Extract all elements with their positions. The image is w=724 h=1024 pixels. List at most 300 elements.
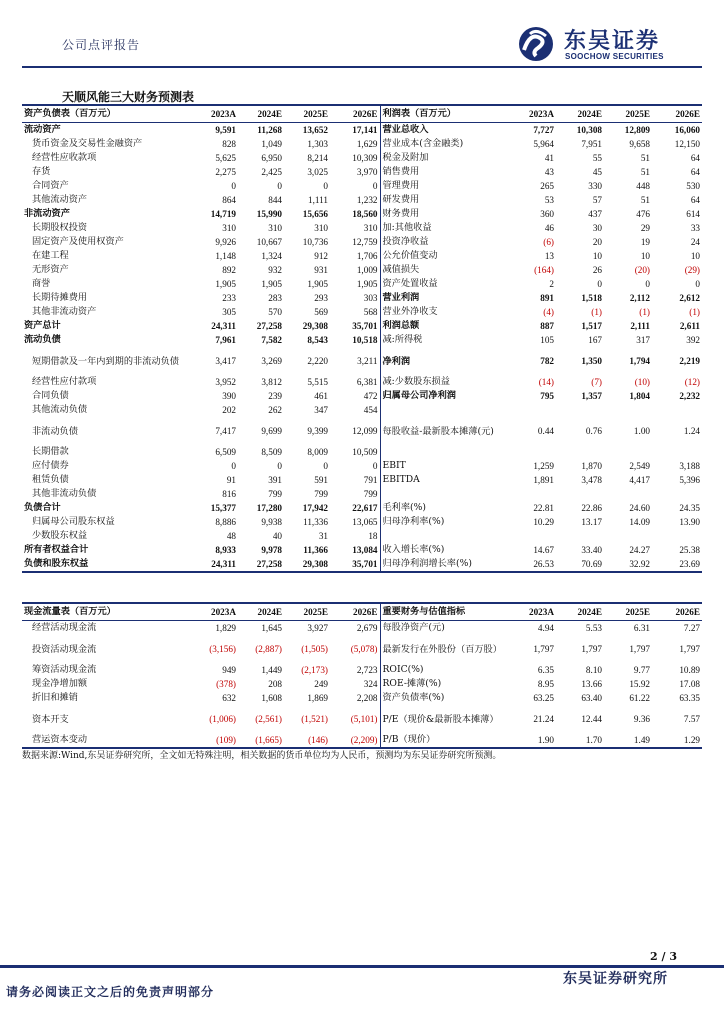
row-label xyxy=(380,403,506,417)
row-value: (2,173) xyxy=(301,665,328,675)
year-header: 2026E xyxy=(330,105,380,123)
row-value: 1,706 xyxy=(356,251,378,261)
row-value: 891 xyxy=(540,293,554,303)
row-value: 949 xyxy=(222,665,236,675)
row-value: 10,667 xyxy=(256,237,282,247)
row-value: 19 xyxy=(640,237,650,247)
year-header: 2023A xyxy=(190,105,238,123)
table-row xyxy=(22,151,702,165)
row-value: 12,099 xyxy=(352,425,378,436)
row-label: 加:其他收益 xyxy=(380,221,506,235)
row-value: 51 xyxy=(640,167,650,177)
row-value: 476 xyxy=(636,209,650,219)
row-value: 91 xyxy=(226,475,236,485)
row-value: 5,625 xyxy=(215,153,236,163)
year-header: 2024E xyxy=(556,603,604,621)
row-value: 13 xyxy=(544,251,554,261)
row-value: 5,515 xyxy=(307,377,328,387)
row-label xyxy=(380,529,506,543)
row-value: 614 xyxy=(686,209,700,219)
row-value: 10.29 xyxy=(533,517,554,527)
row-value: 1,891 xyxy=(533,475,554,485)
row-value: 1.90 xyxy=(506,733,556,748)
logo-text-cn: 东吴证券 xyxy=(564,29,661,54)
row-label: 资产负债率(%) xyxy=(380,691,506,705)
row-value: 48 xyxy=(226,531,236,541)
row-label: 长期借款 xyxy=(32,446,69,457)
row-value xyxy=(556,445,604,459)
table-row xyxy=(22,319,702,333)
row-value: 12,150 xyxy=(674,139,700,149)
row-value: 2,611 xyxy=(679,321,700,331)
row-value: 9.36 xyxy=(633,713,650,724)
row-value xyxy=(652,487,702,501)
year-header: 2026E xyxy=(652,603,702,621)
row-value: 8,933 xyxy=(215,545,236,555)
row-value: 1,350 xyxy=(581,355,602,366)
section-heading: 重要财务与估值指标 xyxy=(380,603,506,621)
table-row xyxy=(22,165,702,179)
row-value: 454 xyxy=(363,405,378,415)
row-label: 归母净利润增长率(%) xyxy=(380,557,506,572)
table-row xyxy=(22,333,702,347)
row-value xyxy=(506,403,556,417)
row-value: 931 xyxy=(314,265,328,275)
row-value: 18,560 xyxy=(352,209,378,219)
row-value: 303 xyxy=(363,293,378,303)
row-value: 632 xyxy=(222,693,236,703)
row-value: 33.40 xyxy=(581,545,602,555)
row-value: 2,679 xyxy=(356,623,378,633)
row-value: 5,396 xyxy=(679,475,700,485)
row-value: 283 xyxy=(268,293,282,303)
table-row xyxy=(22,123,702,138)
row-value: 1,517 xyxy=(581,321,602,331)
row-label: 租赁负债 xyxy=(32,474,69,485)
table-row xyxy=(22,179,702,193)
row-value xyxy=(604,403,652,417)
table-row xyxy=(22,235,702,249)
section-heading: 现金流量表（百万元） xyxy=(22,603,190,621)
row-value: 310 xyxy=(268,223,282,233)
row-value: 7,582 xyxy=(261,335,282,345)
row-value: 864 xyxy=(222,195,236,205)
row-label: ROE-摊薄(%) xyxy=(380,677,506,691)
row-value: 21.24 xyxy=(533,713,554,724)
row-value: 25.38 xyxy=(679,545,700,555)
row-value: 262 xyxy=(268,405,282,415)
source-note: 数据来源:Wind,东吴证券研究所，全文如无特殊注明，相关数据的货币单位均为人民币，预测均为东吴证券研究所预测。 xyxy=(22,751,502,761)
row-value: 239 xyxy=(268,391,282,401)
row-label: 毛利率(%) xyxy=(380,501,506,515)
soochow-logo-icon xyxy=(516,26,556,62)
row-value: (1,006) xyxy=(209,713,236,724)
row-value: 1,608 xyxy=(261,693,282,703)
row-value: 7,727 xyxy=(533,125,554,135)
row-value: 2,723 xyxy=(356,665,378,675)
row-value: 14,719 xyxy=(210,209,236,219)
row-label: 折旧和摊销 xyxy=(32,692,78,703)
table-row xyxy=(22,677,702,691)
row-label: 归属母公司净利润 xyxy=(380,389,506,403)
row-value: (378) xyxy=(216,679,236,689)
row-value: (14) xyxy=(538,377,554,387)
row-value: 51 xyxy=(640,195,650,205)
row-value: 7.27 xyxy=(683,623,700,633)
row-value: 29,308 xyxy=(302,321,328,331)
row-value: 29 xyxy=(640,223,650,233)
row-value: 13.17 xyxy=(581,517,602,527)
row-value: 9.77 xyxy=(633,665,650,675)
row-value: 1,794 xyxy=(629,355,650,366)
row-value: 3,812 xyxy=(261,377,282,387)
row-value: 63.35 xyxy=(679,693,700,703)
row-value: 828 xyxy=(222,139,236,149)
row-label: 资产总计 xyxy=(24,320,61,331)
row-value: 1,148 xyxy=(215,251,236,261)
row-value: 64 xyxy=(690,153,700,163)
row-value: 799 xyxy=(314,489,328,499)
row-value: 22,617 xyxy=(352,503,378,513)
row-value: 347 xyxy=(314,405,328,415)
row-value: 799 xyxy=(363,489,378,499)
row-value: (5,078) xyxy=(350,643,378,654)
table-row xyxy=(22,487,702,501)
row-value: 1,049 xyxy=(261,139,282,149)
row-value: 310 xyxy=(363,223,378,233)
row-label: 销售费用 xyxy=(380,165,506,179)
row-value: 4.94 xyxy=(537,623,554,633)
row-value: 70.69 xyxy=(556,557,604,572)
row-value: 11,268 xyxy=(257,125,282,135)
table-header-row xyxy=(22,603,702,621)
row-value: 791 xyxy=(363,475,378,485)
row-value: 0 xyxy=(323,181,328,191)
row-value: 63.25 xyxy=(533,693,554,703)
table-row xyxy=(22,291,702,305)
row-label: 负债合计 xyxy=(24,502,61,513)
table-row xyxy=(22,403,702,417)
row-value: 8,509 xyxy=(261,447,282,457)
row-value: 8,886 xyxy=(215,517,236,527)
row-value: 6,950 xyxy=(261,153,282,163)
row-label: 最新发行在外股份（百万股） xyxy=(380,635,506,663)
row-value: (4) xyxy=(543,307,554,317)
row-label: 货币资金及交易性金融资产 xyxy=(32,138,143,149)
row-value: 13,084 xyxy=(352,545,378,555)
table-row xyxy=(22,347,702,375)
row-label: 营业利润 xyxy=(380,291,506,305)
row-value: 3,952 xyxy=(215,377,236,387)
row-value: 10,509 xyxy=(352,447,378,457)
row-label: 资本开支 xyxy=(32,713,69,725)
row-value: 12.44 xyxy=(581,713,602,724)
row-label: 长期待摊费用 xyxy=(32,292,88,303)
row-value xyxy=(506,529,556,543)
row-value xyxy=(604,487,652,501)
row-value: 1,009 xyxy=(356,265,378,275)
row-value: 10,308 xyxy=(576,125,602,135)
row-value: 15.92 xyxy=(629,679,650,689)
row-value: 1,357 xyxy=(581,391,602,401)
row-value: 437 xyxy=(588,209,602,219)
row-value: 2,220 xyxy=(307,355,328,366)
row-value: 9,658 xyxy=(629,139,650,149)
row-label: 筹资活动现金流 xyxy=(32,664,97,675)
row-value: 448 xyxy=(636,181,650,191)
row-label: 减:所得税 xyxy=(380,333,506,347)
row-value: 1,645 xyxy=(261,623,282,633)
row-value: (5,101) xyxy=(350,713,378,724)
row-value: 16,060 xyxy=(674,125,700,135)
row-value: 0 xyxy=(372,461,378,471)
row-value: 293 xyxy=(314,293,328,303)
row-value xyxy=(556,529,604,543)
row-label: 每股净资产(元) xyxy=(380,621,506,636)
row-value: 887 xyxy=(540,321,554,331)
row-value: 2 xyxy=(549,279,554,289)
year-header: 2025E xyxy=(284,105,330,123)
row-value: 46 xyxy=(544,223,554,233)
year-header: 2025E xyxy=(284,603,330,621)
row-value: 12,809 xyxy=(624,125,650,135)
row-value: 1,797 xyxy=(629,643,650,654)
row-value: 1,797 xyxy=(679,643,700,654)
footer-institute: 东吴证券研究所 xyxy=(563,971,668,987)
row-label: 少数股东权益 xyxy=(32,530,88,541)
row-value: 1,324 xyxy=(261,251,282,261)
row-value: 392 xyxy=(686,335,700,345)
section-heading: 利润表（百万元） xyxy=(380,105,506,123)
row-value: 0 xyxy=(277,181,282,191)
row-value xyxy=(604,529,652,543)
row-label: 投资净收益 xyxy=(380,235,506,249)
row-label: 每股收益-最新股本摊薄(元) xyxy=(380,417,506,445)
row-value: 10,518 xyxy=(352,335,378,345)
row-value: 8.10 xyxy=(585,665,602,675)
row-value: 5,964 xyxy=(533,139,554,149)
row-value xyxy=(506,487,556,501)
row-value: 0 xyxy=(277,461,282,471)
table-row xyxy=(22,529,702,543)
table-row xyxy=(22,543,702,557)
row-value: 2,219 xyxy=(679,355,700,366)
row-value: 14.09 xyxy=(629,517,650,527)
row-value: 17,141 xyxy=(352,125,378,135)
row-value: 12,759 xyxy=(352,237,378,247)
section-heading: 资产负债表（百万元） xyxy=(22,105,190,123)
row-value: (2,209) xyxy=(330,733,380,748)
row-value: 13.90 xyxy=(679,517,700,527)
row-value: 61.22 xyxy=(629,693,650,703)
row-label: 研发费用 xyxy=(380,193,506,207)
row-value xyxy=(556,487,604,501)
row-label: EBITDA xyxy=(380,473,506,487)
row-value: 167 xyxy=(588,335,602,345)
row-label: 其他非流动负债 xyxy=(32,488,97,499)
row-value: 360 xyxy=(540,209,554,219)
row-value xyxy=(604,445,652,459)
row-value: 10 xyxy=(592,251,602,261)
row-value: 3,478 xyxy=(581,475,602,485)
table-row xyxy=(22,635,702,663)
row-label: 营业总收入 xyxy=(380,123,506,138)
row-value: 310 xyxy=(222,223,236,233)
row-value: 3,188 xyxy=(679,461,700,471)
report-type-label: 公司点评报告 xyxy=(62,38,141,52)
row-label: P/B（现价） xyxy=(380,733,506,748)
row-label: 收入增长率(%) xyxy=(380,543,506,557)
row-value: 40 xyxy=(272,531,282,541)
row-value: 6.31 xyxy=(633,623,650,633)
row-value: 0.44 xyxy=(537,425,554,436)
page-number: 2 / 3 xyxy=(650,950,677,963)
table-row xyxy=(22,705,702,733)
table-row xyxy=(22,459,702,473)
row-value: 11,366 xyxy=(303,545,328,555)
table-row xyxy=(22,445,702,459)
row-value: 1.70 xyxy=(556,733,604,748)
row-label: 净利润 xyxy=(380,347,506,375)
row-value: 1,905 xyxy=(356,279,378,289)
row-value: 1.00 xyxy=(633,425,650,436)
table-row xyxy=(22,207,702,221)
row-label: 营业成本(含金融类) xyxy=(380,137,506,151)
row-value: 17,280 xyxy=(256,503,282,513)
row-value: 8,214 xyxy=(307,153,328,163)
table-row xyxy=(22,375,702,389)
row-value: 22.86 xyxy=(581,503,602,513)
row-value: 17.08 xyxy=(679,679,700,689)
row-value: 1,518 xyxy=(581,293,602,303)
row-value: 1,449 xyxy=(261,665,282,675)
row-label: 其他非流动资产 xyxy=(32,306,97,317)
year-header: 2024E xyxy=(238,603,284,621)
row-value: 1.49 xyxy=(604,733,652,748)
row-value: (6) xyxy=(543,237,554,247)
row-value: 3,211 xyxy=(357,355,378,366)
row-label: 其他流动资产 xyxy=(32,194,88,205)
year-header: 2026E xyxy=(652,105,702,123)
row-value: 570 xyxy=(268,307,282,317)
year-header: 2024E xyxy=(556,105,604,123)
row-value: 2,208 xyxy=(356,693,378,703)
row-value: (2,887) xyxy=(255,643,282,654)
row-value: 8,009 xyxy=(307,447,328,457)
row-label: 固定资产及使用权资产 xyxy=(32,236,124,247)
row-value: (2,561) xyxy=(255,713,282,724)
row-value: 15,377 xyxy=(210,503,236,513)
row-value: 9,591 xyxy=(215,125,236,135)
row-label: 商誉 xyxy=(32,278,51,289)
row-value: 3,970 xyxy=(356,167,378,177)
row-value: 55 xyxy=(592,153,602,163)
row-value: 208 xyxy=(268,679,282,689)
row-value: 13.66 xyxy=(581,679,602,689)
row-value: 9,926 xyxy=(215,237,236,247)
row-value: (146) xyxy=(284,733,330,748)
header-divider xyxy=(22,66,702,68)
table-row xyxy=(22,417,702,445)
row-label: ROIC(%) xyxy=(380,663,506,677)
table-row xyxy=(22,515,702,529)
table-header-row xyxy=(22,105,702,123)
row-value: 1,804 xyxy=(629,391,650,401)
row-value: 2,549 xyxy=(629,461,650,471)
row-value: 27,258 xyxy=(238,557,284,572)
row-value: 472 xyxy=(363,391,378,401)
row-label: 归属母公司股东权益 xyxy=(32,516,115,527)
row-label: 营业外净收支 xyxy=(380,305,506,319)
row-label: 投资活动现金流 xyxy=(32,643,97,655)
row-label: 归母净利率(%) xyxy=(380,515,506,529)
row-value: 591 xyxy=(314,475,328,485)
row-value: 912 xyxy=(314,251,328,261)
row-value: 31 xyxy=(318,531,328,541)
row-value: (109) xyxy=(190,733,238,748)
row-value: 782 xyxy=(540,355,554,366)
row-value: 7,951 xyxy=(581,139,602,149)
row-value xyxy=(506,445,556,459)
row-value: 932 xyxy=(268,265,282,275)
row-value: 22.81 xyxy=(533,503,554,513)
row-value: 0 xyxy=(695,279,700,289)
row-value: 7,417 xyxy=(215,425,236,436)
row-value: 6,381 xyxy=(356,377,378,387)
table-row xyxy=(22,733,702,748)
row-label: 公允价值变动 xyxy=(380,249,506,263)
year-header: 2023A xyxy=(506,105,556,123)
table-row xyxy=(22,277,702,291)
row-value: 1,829 xyxy=(215,623,236,633)
row-value: (1,665) xyxy=(238,733,284,748)
row-label: 在建工程 xyxy=(32,250,69,261)
row-value: 0 xyxy=(323,461,328,471)
row-value: 57 xyxy=(592,195,602,205)
row-value: 799 xyxy=(268,489,282,499)
row-label: 短期借款及一年内到期的非流动负债 xyxy=(32,355,179,367)
year-header: 2026E xyxy=(330,603,380,621)
row-value: 43 xyxy=(544,167,554,177)
row-value: 8.95 xyxy=(537,679,554,689)
row-value: 6.35 xyxy=(537,665,554,675)
table-row xyxy=(22,473,702,487)
row-value: 5.53 xyxy=(585,623,602,633)
row-value: 9,978 xyxy=(261,545,282,555)
row-value: (20) xyxy=(634,265,650,275)
row-label: EBIT xyxy=(380,459,506,473)
row-value: 30 xyxy=(592,223,602,233)
row-label: 流动资产 xyxy=(24,124,61,135)
row-value: 1,870 xyxy=(581,461,602,471)
row-value: 45 xyxy=(592,167,602,177)
row-label: 利润总额 xyxy=(380,319,506,333)
table-row xyxy=(22,263,702,277)
row-value: 1,232 xyxy=(356,195,378,205)
row-value: 35,701 xyxy=(330,557,380,572)
row-label: 管理费用 xyxy=(380,179,506,193)
row-value: 3,025 xyxy=(307,167,328,177)
row-value: 105 xyxy=(540,335,554,345)
row-value: 1,303 xyxy=(307,139,328,149)
row-value: 27,258 xyxy=(256,321,282,331)
row-label: 存货 xyxy=(32,166,51,177)
row-value: 24 xyxy=(690,237,700,247)
row-value: 9,699 xyxy=(261,425,282,436)
financial-table-top xyxy=(22,104,702,573)
row-value: 1,869 xyxy=(307,693,328,703)
row-value: 53 xyxy=(544,195,554,205)
